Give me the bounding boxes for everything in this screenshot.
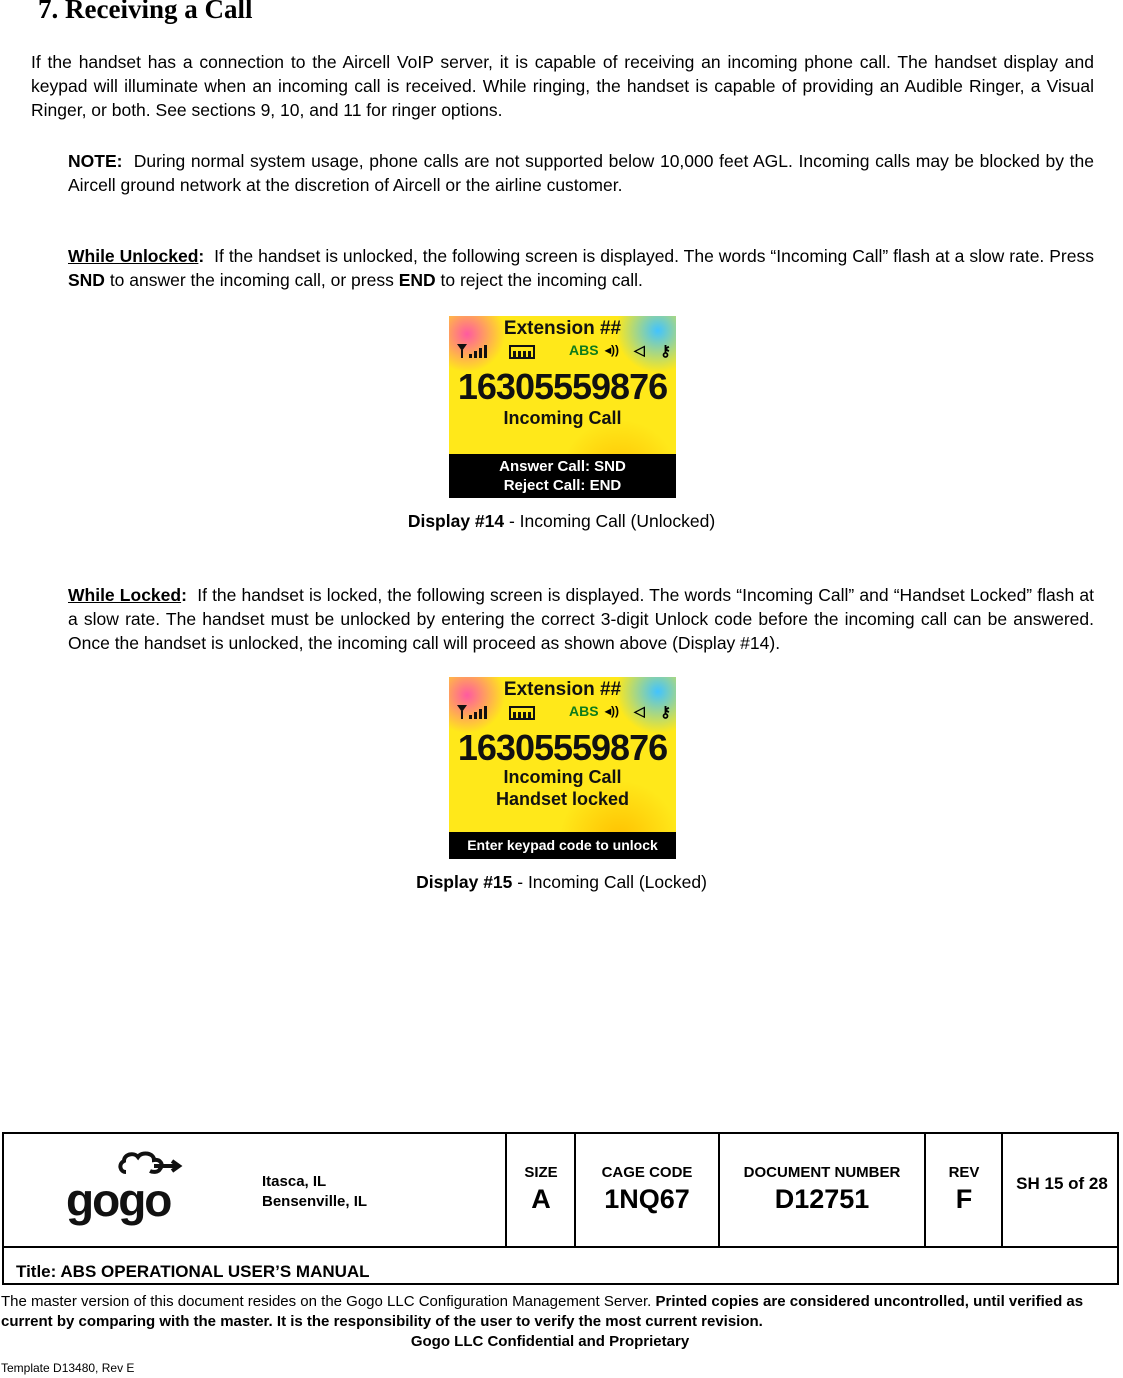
softkey-bar — [449, 454, 676, 498]
rev-value: F — [955, 1184, 973, 1214]
locked-label: While Locked — [68, 585, 182, 605]
ringer-icon: ◂)) — [605, 343, 620, 357]
location: Itasca, IL Bensenville, IL — [262, 1173, 368, 1210]
reject-call-label: Reject Call: END — [503, 477, 622, 494]
display-15-image — [449, 677, 676, 859]
title-block — [2, 1132, 1119, 1285]
battery-icon — [509, 345, 535, 359]
section-title: 7. Receiving a Call — [38, 0, 253, 24]
note-label: NOTE: — [68, 151, 123, 171]
caller-number: 16305559876 — [457, 366, 668, 407]
rev-label: REV — [948, 1164, 980, 1181]
size-label: SIZE — [524, 1164, 558, 1181]
extension-title: Extension ## — [503, 679, 622, 700]
gogo-logo — [64, 1150, 194, 1230]
speaker-icon: ◁ — [634, 342, 645, 358]
caller-number: 16305559876 — [457, 727, 668, 768]
unlock-prompt-bar: Enter keypad code to unlock — [449, 832, 676, 859]
display-14-image — [449, 316, 676, 498]
cage-code-value: 1NQ67 — [604, 1184, 690, 1214]
unlocked-paragraph: While Unlocked: If the handset is unlocked, the following screen is displayed. The words “Incoming Call” flash at a slow rate. Press SND to answer the incoming call, or press END to reject the incoming call. — [68, 246, 1094, 290]
battery-icon — [509, 706, 535, 720]
snd-key-label: SND — [68, 270, 105, 290]
template-id: Template D13480, Rev E — [1, 1361, 135, 1375]
display-15-caption: Display #15 - Incoming Call (Locked) — [416, 872, 707, 892]
signal-icon — [457, 344, 491, 358]
note-paragraph — [68, 149, 1094, 197]
handset-locked-text: Handset locked — [495, 789, 630, 809]
answer-call-label: Answer Call: SND — [499, 458, 626, 475]
extension-title: Extension ## — [503, 318, 622, 339]
master-version-notice: The master version of this document resides on the Gogo LLC Configuration Management Server. Printed copies are considered uncontrolled, until verified as current by comparing with the master. It is the responsibility of the user to verify the most current revision. — [1, 1293, 1084, 1330]
status-bar — [457, 703, 669, 721]
key-icon: ⚷ — [660, 343, 671, 360]
document-title: Title: ABS OPERATIONAL USER’S MANUAL — [16, 1262, 370, 1281]
locked-text: If the handset is locked, the following screen is displayed. The words “Incoming Call” and “Handset Locked” flash at a slow rate. The handset must be unlocked by entering the correct 3-digit Unlock code before the incoming call can be answered. Once the handset is unlocked, the incoming call will proceed as shown above (Display #14). — [68, 585, 1094, 653]
incoming-call-text: Incoming Call — [503, 408, 622, 428]
cage-code-label: CAGE CODE — [601, 1164, 693, 1181]
key-icon: ⚷ — [660, 704, 671, 721]
unlocked-label: While Unlocked — [68, 246, 199, 266]
abs-label: ABS — [569, 342, 599, 358]
display-14-caption: Display #14 - Incoming Call (Unlocked) — [407, 511, 716, 531]
sheet-number: SH 15 of 28 — [1016, 1174, 1108, 1193]
locked-paragraph: While Locked: If the handset is locked, the following screen is displayed. The words “Incoming Call” and “Handset Locked” flash at a slow rate. The handset must be unlocked by entering the correct 3-digit Unlock code before the incoming call can be answered. Once the handset is unlocked, the incoming call will proceed as shown above (Display #14). — [68, 585, 1094, 653]
incoming-call-text: Incoming Call — [503, 767, 622, 787]
document-number-value: D12751 — [774, 1184, 870, 1214]
size-value: A — [531, 1184, 551, 1214]
intro-paragraph: If the handset has a connection to the Aircell VoIP server, it is capable of receiving an incoming phone call. The handset display and keypad will illuminate when an incoming call is received. While ringing, the handset is capable of providing an Audible Ringer, a Visual Ringer, or both. See sections 9, 10, and 11 for ringer options. — [31, 52, 1094, 120]
document-number-label: DOCUMENT NUMBER — [743, 1164, 901, 1181]
confidential-notice: Gogo LLC Confidential and Proprietary — [410, 1333, 690, 1350]
signal-icon — [457, 705, 491, 719]
svg-text:gogo: gogo — [66, 1174, 171, 1226]
note-text: During normal system usage, phone calls are not supported below 10,000 feet AGL. Incoming calls may be blocked by the Aircell ground network at the discretion of Aircell or the airline customer. — [68, 151, 1094, 195]
end-key-label: END — [398, 270, 436, 290]
speaker-icon: ◁ — [634, 703, 645, 719]
ringer-icon: ◂)) — [605, 704, 620, 718]
abs-label: ABS — [569, 703, 599, 719]
status-bar — [457, 342, 669, 360]
